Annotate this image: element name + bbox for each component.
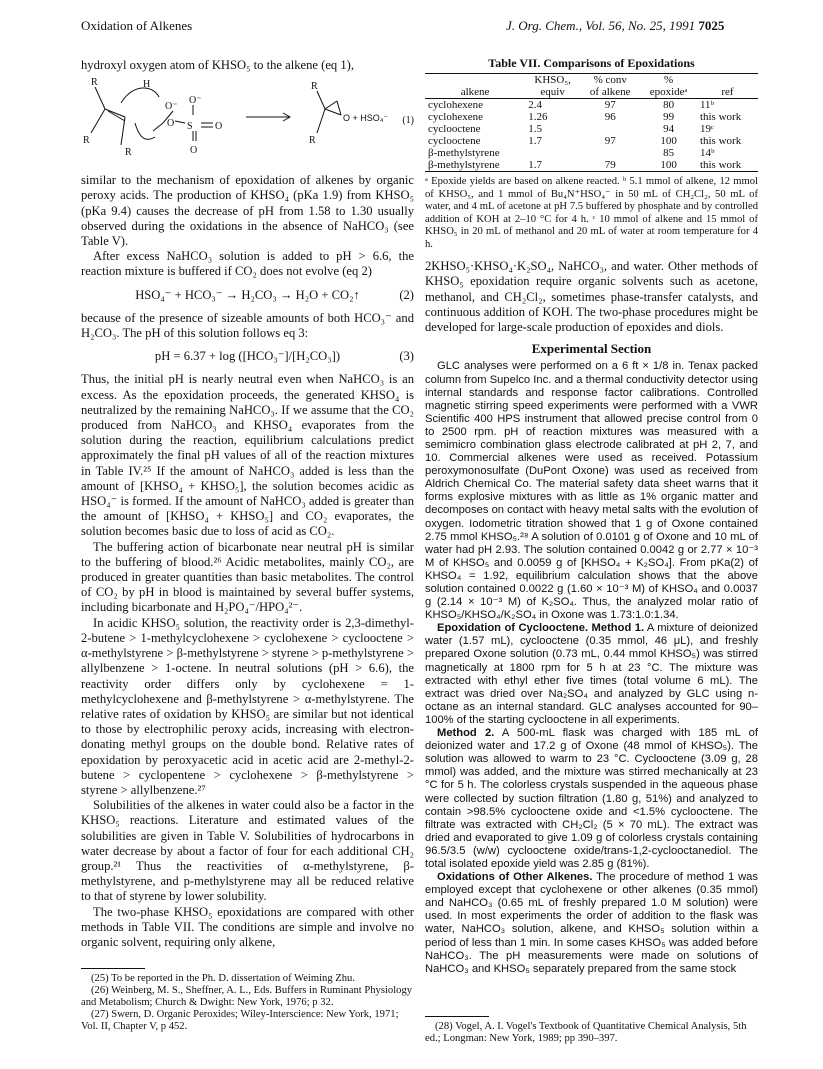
comparison-table [425, 73, 758, 172]
method-1-text: A mixture of deionized water (1.57 mL), cyclooctene (0.35 mmol, 46 μL), and freshly prepared Oxone solution (0.73 mL, 0.44 mmol KHSO₅) was stirred magnetically at 1800 rpm for 5 h at 23 °C. The mixture was extracted with ethyl ether five times (total volume 6 mL). The extract was dried over Na₂SO₄ and analyzed by GLC using n-octane as an internal standard. GLC analyses accounted for 90–100% of the starting cyclooctene in all experiments. [425, 622, 758, 726]
svg-text:O: O [167, 118, 175, 130]
equation-3-text: pH = 6.37 + log ([HCO₃⁻]/[H₂CO₃]) [154, 349, 341, 364]
footnotes-left [81, 962, 414, 1033]
paragraph-comparison: 2KHSO₅·KHSO₄·K₂SO₄, NaHCO₃, and water. Other methods of KHSO₅ epoxidation require organic solvents such as acetone, methanol, and CH₂Cl₂, sometimes phase-transfer catalysts, and continuous addition of KOH. The two-phase procedures might be developed for large-scale production of epoxides and diols. [425, 259, 758, 335]
paragraph-general-methods: GLC analyses were performed on a 6 ft × 1/8 in. Tenax packed column from Supelco Inc. and a thermal conductivity detector using internal standards and response factor calibrations. Controlled magnetic stirring speed experiments were performed with a VWR Scientific 400 HPS instrument that allowed precise control from 0 to 2500 rpm. pH of reaction mixtures was measured with a semimicro combination glass electrode calibrated at pH 2, 7, and 10. Commercial alkenes were used as received. Potassium peroxymonosulfate (DuPont Oxone) was used as received from Aldrich Chemical Co. The material safety data sheet warns that it forms explosive mixtures with as little as 1% organic matter and decomposes on contact with heavy metal salts with the evolution of oxygen. Iodometric titration showed that 1 g of Oxone contained 2.75 mmol KHSO₅.²⁸ A solution of 0.0101 g of Oxone and 10 mL of water had pH 2.93. The solution contained 0.0042 g or 2.77 × 10⁻³ M of KHSO₅ and 0.0059 g of [KHSO₄ + K₂SO₄]. From pKa(2) of KHSO₄ = 1.92, equilibrium calculation shows that the above solution contained 0.0022 g (1.60 × 10⁻³ M) of KHSO₄ and 0.0037 g (2.14 × 10⁻³ M) of K₂SO₄. Thus, the analyzed molar ratio of KHSO₅/KHSO₄/K₂SO₄ in Oxone was 1.73:1.0:1.34. [425, 360, 758, 622]
footnote-27: (27) Swern, D. Organic Peroxides; Wiley-Interscience: New York, 1971; Vol. II, Chapter V, p 452. [81, 1009, 399, 1032]
cell-epoxide: 99 [663, 111, 675, 124]
col-header-conv-sub: of alkene [580, 86, 640, 99]
table-row [425, 159, 758, 172]
cell-alkene: β-methylstyrene [428, 147, 500, 160]
svg-text:R: R [83, 135, 90, 147]
paragraph-reactivity: In acidic KHSO₅ solution, the reactivity order is 2,3-dimethyl-2-butene > 1-methylcyclohexene > cyclohexene > cyclooctene > α-methylstyrene > β-methylstyrene > styrene > p-methylstyrene > allylbenzene > 1-octene. In neutral solutions (pH > 6.6), the reactivity order differs only by cyclohexene = 1-methylcyclohexene and β-methylstyrene > α-methylstyrene. The relative rates of oxidation by KHSO₅ are similar but not identical to those by electrophilic peroxy acids, increasing with electron-donating methyl groups on the double bond. Relative rates of epoxidation by peroxyacetic acid in acetic acid are 2-methyl-2-butene > cyclopentene > cyclohexene > β-methylstyrene > styrene > allylbenzene.²⁷ [81, 615, 414, 797]
equation-1-scheme [81, 73, 414, 169]
paragraph-other-alkenes [425, 871, 758, 976]
cell-equiv: 1.7 [525, 159, 580, 172]
svg-text:R: R [309, 135, 316, 147]
cell-conv: 97 [604, 99, 616, 112]
footnotes-right [425, 1010, 758, 1045]
cell-epoxide: 100 [660, 135, 677, 148]
cell-ref: 14ᵇ [699, 147, 715, 160]
table-footnotes: ᵃ Epoxide yields are based on alkene reacted. ᵇ 5.1 mmol of alkene, 12 mmol of KHSO₅, and 1 mmol of Bu₄N⁺HSO₄⁻ in 50 mL of CH₂Cl₂, 50 mL of water, and 4 mL of acetone at pH 7.5 buffered by phosphate and by controlled addition of KOH at 2–10 °C for 4 h. ᶜ 10 mmol of alkene and 15 mmol of KHSO₅ in 20 mL of methanol and 20 mL of water at room temperature for 4 h. [425, 176, 758, 250]
svg-text:O: O [215, 121, 223, 133]
journal-name: J. Org. Chem., [506, 18, 583, 33]
cell-conv: 96 [604, 111, 616, 124]
col-header-khso5: KHSO₅, [525, 74, 580, 87]
table-row [425, 99, 758, 112]
cell-epoxide: 94 [663, 123, 675, 136]
other-alkenes-text: The procedure of method 1 was employed except that cyclohexene or other alkenes (0.35 mmol) and NaHCO₃ (0.65 mL of freshly prepared 1.0 M solution) were used. In most experiments the order of addition to the flask was water, NaHCO₃ solution, alkene, and KHSO₅ solution within a period of less than 1 min. In some cases KHSO₅ was added before NaHCO₃. The pH measurements were made on solutions of NaHCO₃ and KHSO₅ separately prepared from the same stock [425, 871, 758, 975]
footnote-rule-right [425, 1016, 489, 1017]
cell-ref: 19ᶜ [699, 123, 714, 136]
svg-text:H: H [143, 79, 151, 91]
equation-3-number: (3) [399, 349, 414, 364]
cell-ref: 11ᵇ [699, 99, 714, 112]
svg-text:O⁻: O⁻ [165, 101, 178, 113]
cell-ref: this work [699, 135, 742, 148]
paragraph-bicarbonate: After excess NaHCO₃ solution is added to pH > 6.6, the reaction mixture is buffered if CO₂ does not evolve (eq 2) [81, 249, 414, 279]
paragraph-mechanism: similar to the mechanism of epoxidation of alkenes by organic peroxy acids. The production of KHSO₄ (pKa 1.9) from KHSO₅ (pKa 9.4) causes the decrease of pH from 1.58 to 1.30 usually observed during the oxidations in the absence of NaHCO₃ (see Table V). [81, 173, 414, 249]
paragraph-initial-ph: Thus, the initial pH is nearly neutral even when NaHCO₃ is an excess. As the epoxidation proceeds, the generated KHSO₄ is neutralized by the remaining NaHCO₃. If we assume that the CO₂ produced from NaHCO₃ and KHSO₄ evaporates from the solution during the reaction, equilibrium calculations predict approximately the final pH values of all of the reaction mixtures in Table IV.²⁵ If the amount of NaHCO₃ added is less than the amount of [KHSO₄ + KHSO₅], the solution becomes acidic as HSO₄⁻ is formed. If the amount of NaHCO₃ added is greater than the amount of [KHSO₄ + KHSO₅] and CO₂ evaporates, the solution becomes basic due to loss of acid as CO₂. [81, 372, 414, 539]
footnote-26: (26) Weinberg, M. S., Sheffner, A. L., Eds. Buffers in Ruminant Physiology and Metabolism; Church & Dwight: New York, 1976; p 32. [81, 985, 413, 1008]
col-header-alkene-blank [425, 74, 525, 87]
cell-alkene: cyclohexene [428, 111, 483, 124]
table-title: Table VII. Comparisons of Epoxidations [488, 56, 695, 70]
col-header-epoxide-sub: epoxideᵃ [640, 86, 697, 99]
equation-2-number: (2) [399, 287, 414, 302]
method-1-heading: Epoxidation of Cyclooctene. Method 1. [437, 622, 645, 635]
footnote-28: (28) Vogel, A. I. Vogel's Textbook of Quantitative Chemical Analysis, 5th ed.; Longman: New York, 1989; pp 390–397. [425, 1021, 747, 1044]
cell-alkene: cyclooctene [428, 135, 481, 148]
journal-volume: Vol. 56, No. 25, 1991 [585, 18, 696, 33]
equation-3 [81, 349, 414, 364]
table-row [425, 123, 758, 135]
col-header-epoxide: % [640, 74, 697, 87]
paragraph-method-1 [425, 622, 758, 727]
paragraph-buffer: because of the presence of sizeable amounts of both HCO₃⁻ and H₂CO₃. The pH of this solution follows eq 3: [81, 310, 414, 341]
method-2-heading: Method 2. [437, 727, 495, 740]
table-row [425, 111, 758, 123]
equation-2 [81, 288, 414, 303]
equation-1-number: (1) [402, 115, 414, 127]
paragraph-blood-buffer: The buffering action of bicarbonate near neutral pH is similar to the buffering of blood.²⁶ Acidic metabolites, mainly CO₂, are produced in greater quantities than basic metabolites. The control of CO₂ by pH in blood is maintained by several buffer systems, including bicarbonate and H₂PO₄⁻/HPO₄²⁻. [81, 539, 414, 615]
cell-ref: this work [697, 159, 758, 172]
paragraph-solubility: Solubilities of the alkenes in water could also be a factor in the KHSO₅ reactions. Literature and estimated values of the solubilities are given in Table V. Solubilities of hydrocarbons in water decrease by about a factor of four for each additional CH₂ group.²¹ Thus the reactivities of α-methylstyrene, β-methylstyrene, and p-methylstyrene may all be reduced relative to that of styrene by lower solubility. [81, 798, 414, 904]
col-header-alkene: alkene [425, 86, 525, 99]
paragraph-method-2 [425, 727, 758, 871]
equation-2-text: HSO₄⁻ + HCO₃⁻ → H₂CO₃ → H₂O + CO₂↑ [135, 287, 360, 302]
intro-paragraph: hydroxyl oxygen atom of KHSO₅ to the alkene (eq 1), [81, 58, 354, 72]
svg-text:S: S [187, 121, 193, 133]
running-head-right [506, 18, 724, 34]
cell-equiv: 1.5 [528, 123, 542, 136]
svg-text:O⁻: O⁻ [189, 95, 202, 107]
right-column [425, 58, 758, 976]
page-number: 7025 [698, 18, 725, 33]
method-2-text: A 500-mL flask was charged with 185 mL of deionized water and 17.2 g of Oxone (48 mmol of KHSO₅). The solution was allowed to warm to 23 °C. Cyclooctene (3.09 g, 28 mmol) was added, and the mixture was stirred mechanically at 23 °C for 5 h. The colorless crystals suspended in the aqueous phase were collected by suction filtration (1.80 g, 51%) and analyzed to contain >98.5% cyclooctene oxide and <1.5% cyclooctene. The filtrate was extracted with CH₂Cl₂ (5 × 70 mL). The extract was dried and evaporated to give 1.09 g of colorless crystals containing 96.5/3.5 (w/w) cyclooctene oxide/trans-1,2-cyclooctanediol. The total isolated epoxide yield was 2.85 g (81%). [425, 727, 758, 870]
cell-conv [580, 123, 640, 135]
cell-epoxide: 85 [663, 147, 675, 160]
table-row [425, 147, 758, 159]
cell-conv [580, 147, 640, 159]
footnote-rule [81, 968, 145, 969]
left-column [81, 58, 414, 950]
col-header-ref-blank [697, 74, 758, 87]
col-header-khso5-sub: equiv [525, 86, 580, 99]
col-header-conv: % conv [580, 74, 640, 87]
experimental-section [425, 360, 758, 975]
cell-alkene: cyclooctene [428, 123, 481, 136]
footnote-25: (25) To be reported in the Ph. D. dissertation of Weiming Zhu. [91, 973, 355, 984]
cell-equiv: 1.7 [528, 135, 542, 148]
cell-conv: 97 [604, 135, 616, 148]
cell-ref: this work [699, 111, 742, 124]
cell-epoxide: 100 [640, 159, 697, 172]
cell-epoxide: 80 [663, 99, 675, 112]
svg-text:O: O [190, 145, 198, 157]
running-head-left: Oxidation of Alkenes [81, 18, 193, 33]
cell-equiv [525, 147, 580, 159]
cell-equiv: 1.26 [528, 111, 548, 124]
cell-alkene: cyclohexene [428, 99, 483, 112]
paragraph-two-phase: The two-phase KHSO₅ epoxidations are compared with other methods in Table VII. The conditions are simple and involve no organic solvent, requiring only alkene, [81, 904, 414, 949]
section-heading: Experimental Section [531, 341, 652, 357]
table-row [425, 135, 758, 147]
cell-conv: 79 [580, 159, 640, 172]
cell-alkene: β-methylstyrene [425, 159, 525, 172]
svg-text:R: R [311, 81, 318, 93]
svg-text:R: R [125, 147, 132, 159]
col-header-ref: ref [697, 86, 758, 99]
cell-equiv: 2.4 [528, 99, 542, 112]
equation-1-product: O + HSO₄⁻ [343, 113, 389, 124]
other-alkenes-heading: Oxidations of Other Alkenes. [437, 871, 593, 884]
svg-text:R: R [91, 77, 98, 89]
